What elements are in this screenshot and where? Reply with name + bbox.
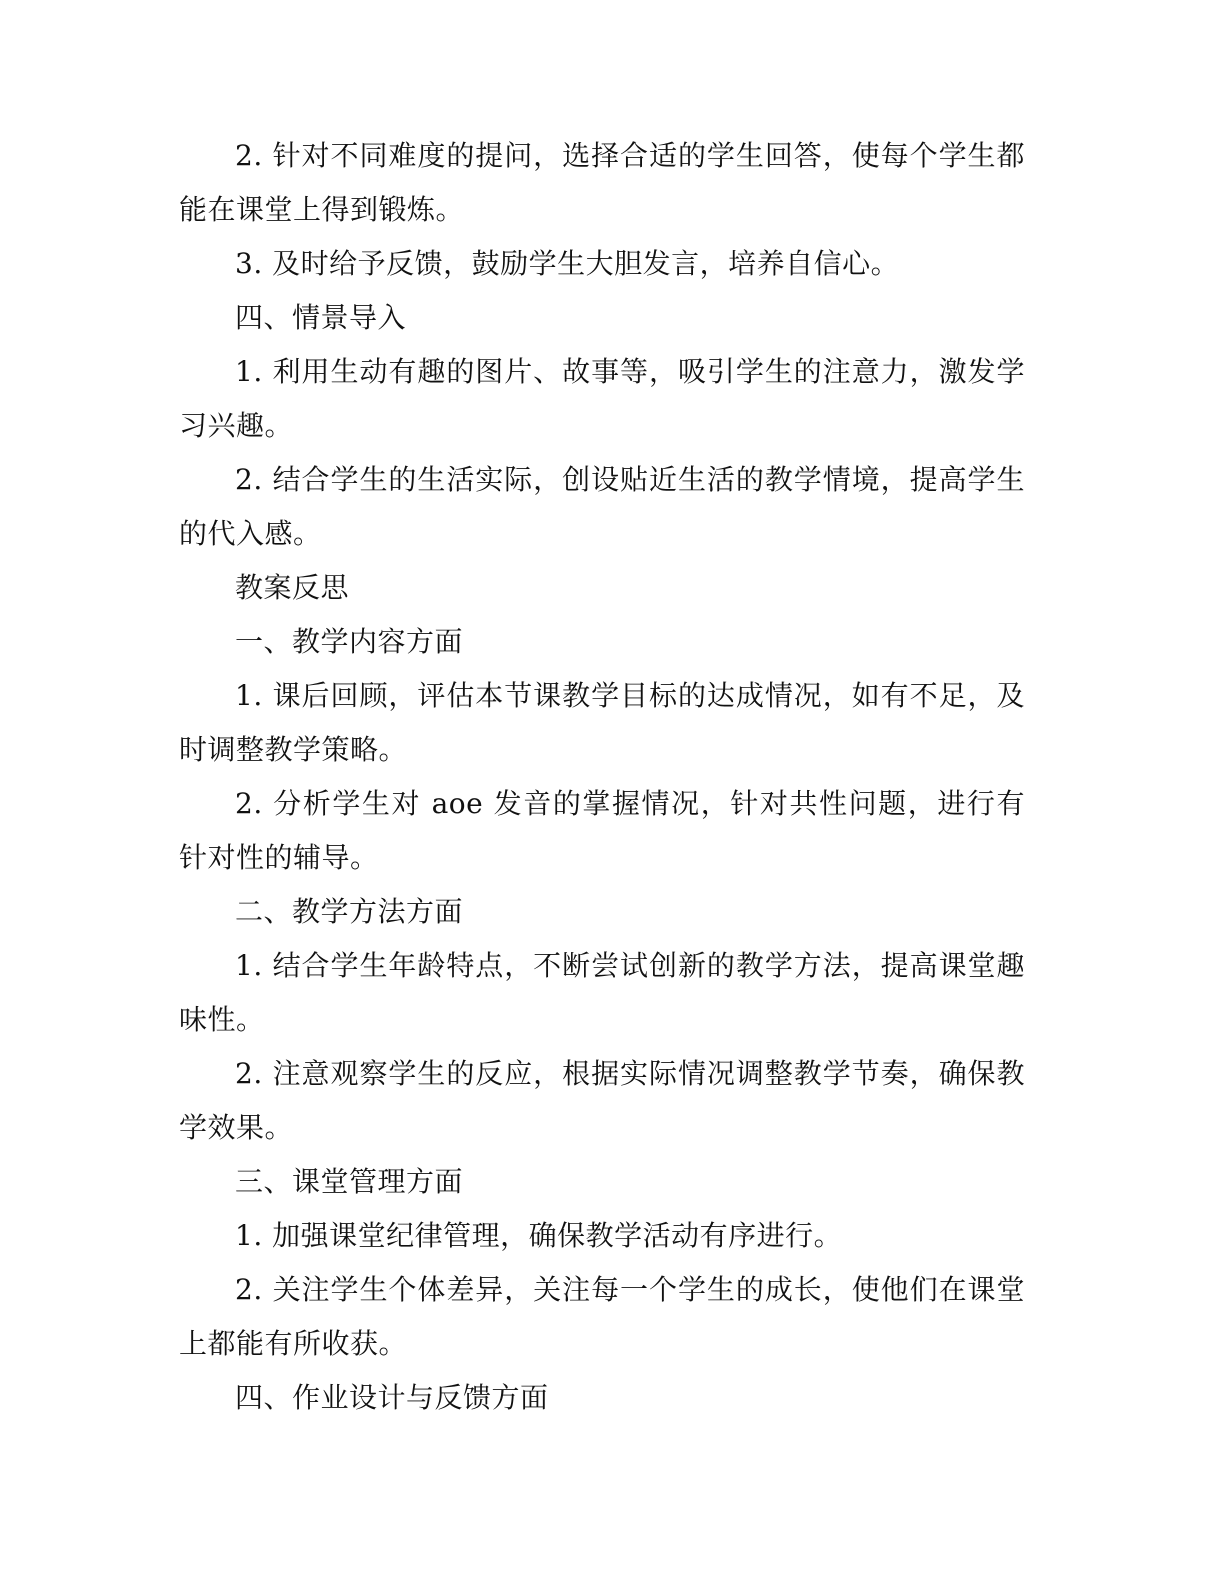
heading-teaching-methods: 二、教学方法方面 — [235, 895, 464, 928]
paragraph-aoe-pronunciation: 2. 分析学生对 aoe 发音的掌握情况，针对共性问题，进行有针对性的辅导。 — [179, 787, 1025, 874]
paragraph-feedback: 3. 及时给予反馈，鼓励学生大胆发言，培养自信心。 — [235, 247, 900, 280]
paragraph-review-goals: 1. 课后回顾，评估本节课教学目标的达成情况，如有不足，及时调整教学策略。 — [179, 679, 1025, 766]
heading-scenario-intro: 四、情景导入 — [235, 301, 407, 334]
paragraph-discipline: 1. 加强课堂纪律管理，确保教学活动有序进行。 — [235, 1219, 843, 1252]
paragraph-observe-students: 2. 注意观察学生的反应，根据实际情况调整教学节奏，确保教学效果。 — [179, 1057, 1025, 1144]
document-page — [179, 129, 1025, 1425]
paragraph-innovative-methods: 1. 结合学生年龄特点，不断尝试创新的教学方法，提高课堂趣味性。 — [179, 949, 1025, 1036]
paragraph-life-context: 2. 结合学生的生活实际，创设贴近生活的教学情境，提高学生的代入感。 — [179, 463, 1025, 550]
heading-classroom-management: 三、课堂管理方面 — [235, 1165, 464, 1198]
heading-lesson-reflection: 教案反思 — [235, 571, 350, 604]
heading-teaching-content: 一、教学内容方面 — [235, 625, 464, 658]
heading-homework-feedback: 四、作业设计与反馈方面 — [235, 1381, 549, 1414]
paragraph-individual-differences: 2. 关注学生个体差异，关注每一个学生的成长，使他们在课堂上都能有所收获。 — [179, 1273, 1025, 1360]
paragraph-question-selection: 2. 针对不同难度的提问，选择合适的学生回答，使每个学生都能在课堂上得到锻炼。 — [179, 139, 1025, 226]
paragraph-pictures-stories: 1. 利用生动有趣的图片、故事等，吸引学生的注意力，激发学习兴趣。 — [179, 355, 1025, 442]
